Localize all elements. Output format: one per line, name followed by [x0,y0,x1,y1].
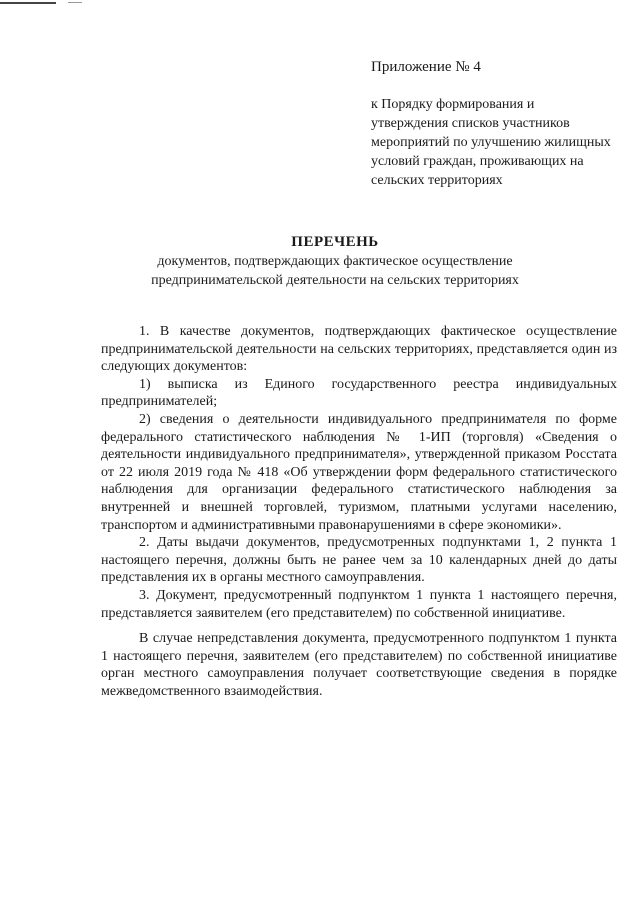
paragraph-item-3: 3. Документ, предусмотренный подпунктом 1 пункта 1 настоящего перечня, представляется заявителем (его представителем) по собственной инициативе. [101,587,617,621]
scan-edge-mark [0,2,56,4]
document-title: ПЕРЕЧЕНЬ [291,234,379,250]
scan-edge-mark-small [68,2,82,3]
document-body [101,323,617,700]
document-heading [90,232,580,290]
paragraph-subitem-2: 2) сведения о деятельности индивидуального предпринимателя по форме федерального статистического наблюдения № 1-ИП (торговля) «Сведения о деятельности индивидуального предпринимателя», утвержденной приказом Росстата от 22 июля 2019 года № 418 «Об утверждении форм федерального статистического наблюдения для организации федерального статистического наблюдения за внутренней и внешней торговлей, туризмом, платными услугами населению, транспортом и административными правонарушениями в сфере экономики». [101,411,617,533]
appendix-description: к Порядку формирования и утверждения списков участников мероприятий по улучшению жилищных условий граждан, проживающих на сельских территориях [371,97,611,188]
paragraph-subitem-1: 1) выписка из Единого государственного реестра индивидуальных предпринимателей; [101,376,617,410]
document-subtitle-line-2: предпринимательской деятельности на сельских территориях [151,273,519,288]
appendix-title: Приложение № 4 [371,59,481,75]
paragraph-item-1: 1. В качестве документов, подтверждающих фактическое осуществление предпринимательской деятельности на сельских территориях, представляется один из следующих документов: [101,324,617,375]
appendix-block [371,58,611,190]
document-subtitle-line-1: документов, подтверждающих фактическое осуществление [157,254,513,269]
paragraph-closing: В случае непредставления документа, предусмотренного подпунктом 1 пункта 1 настоящего перечня, заявителем (его представителем) по собственной инициативе орган местного самоуправления получает соответствующие сведения в порядке межведомственного взаимодействия. [101,631,617,699]
paragraph-item-2: 2. Даты выдачи документов, предусмотренных подпунктами 1, 2 пункта 1 настоящего перечня, должны быть не ранее чем за 10 календарных дней до даты представления их в органы местного самоуправления. [101,535,617,586]
